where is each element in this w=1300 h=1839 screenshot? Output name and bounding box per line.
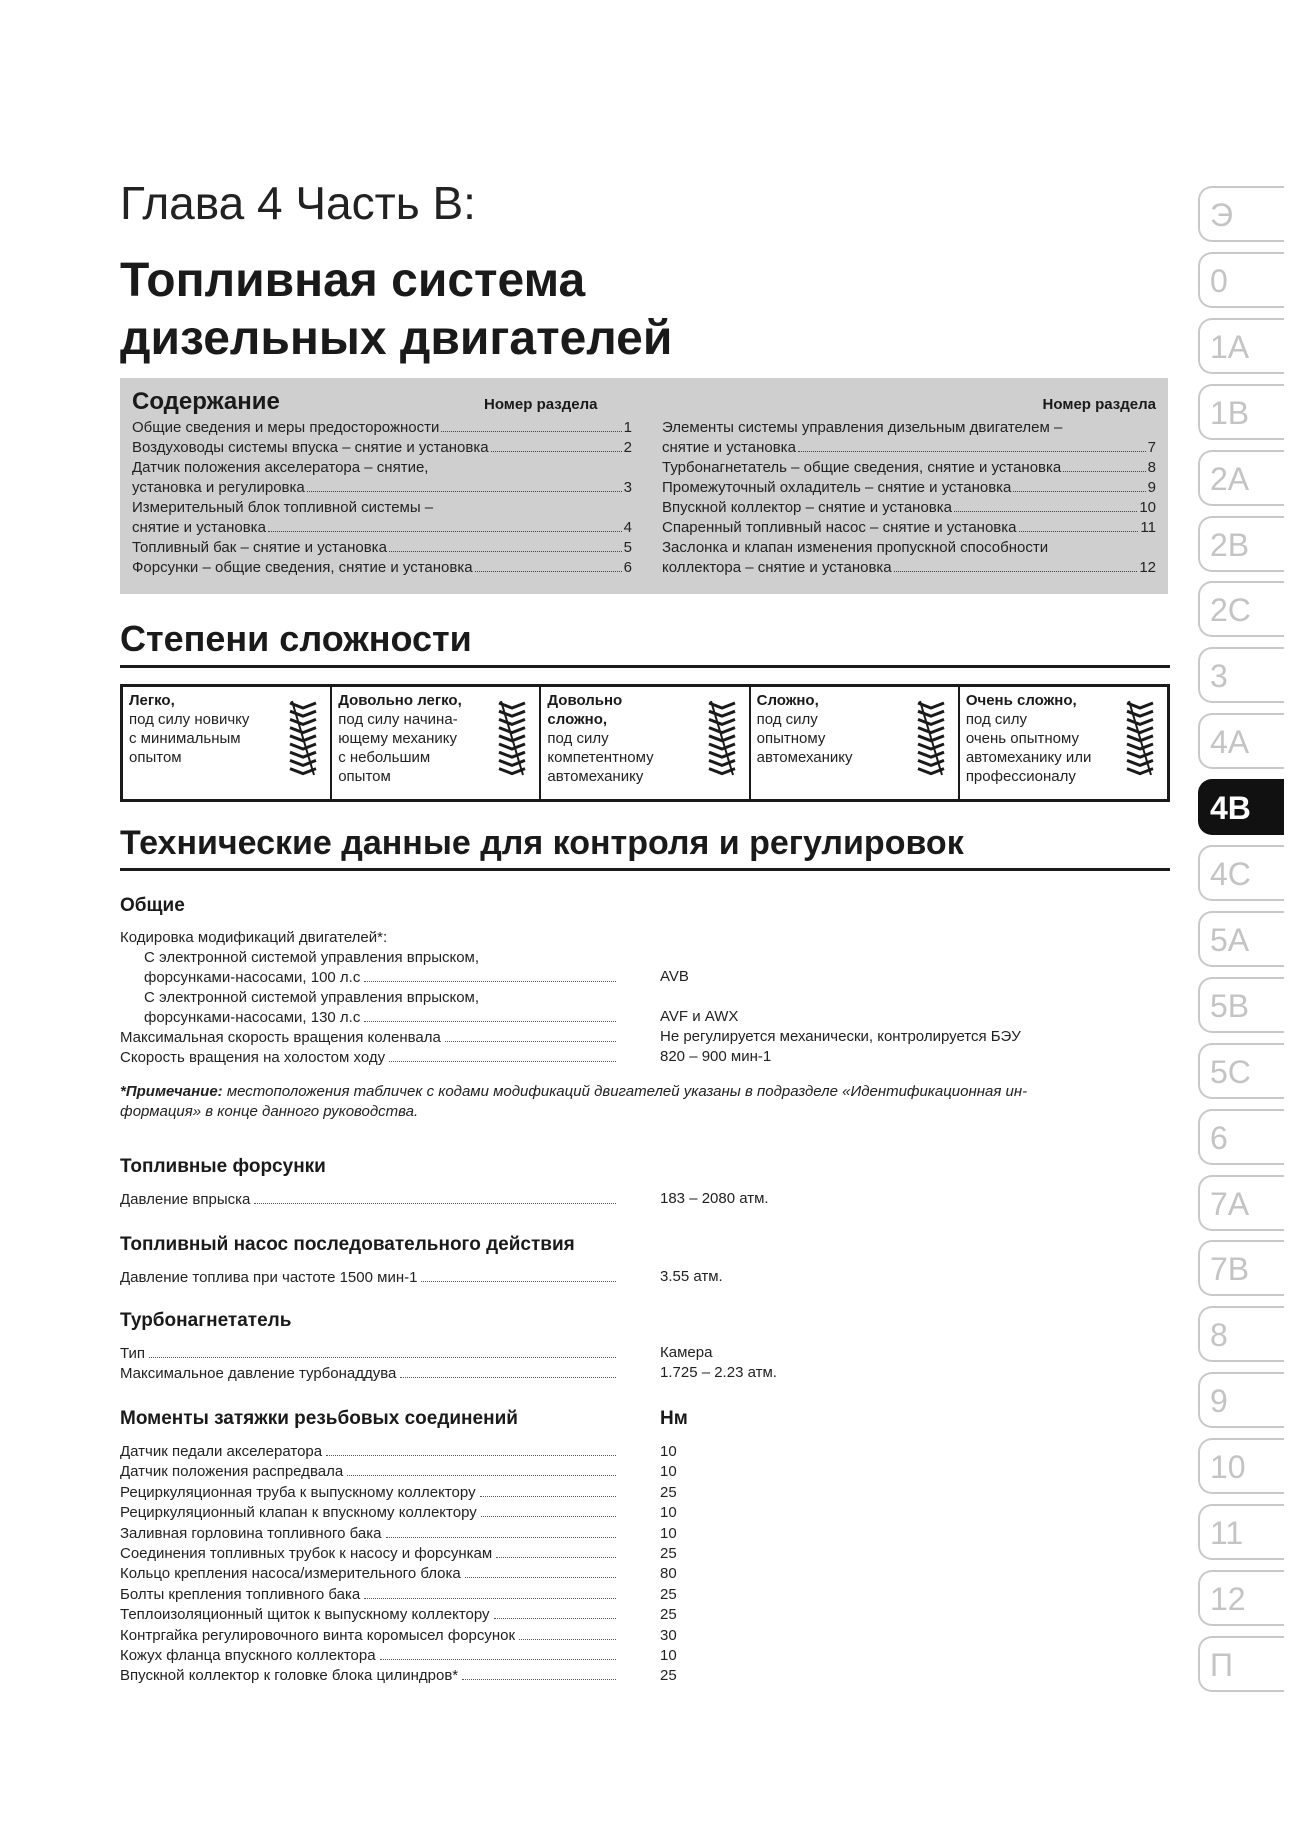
dot-leader <box>894 558 1138 572</box>
difficulty-label: Сложно, <box>756 692 819 709</box>
difficulty-description: профессионалу <box>965 768 1076 785</box>
injection-pressure-value: 183 – 2080 атм. <box>660 1190 769 1207</box>
torque-row-value: 10 <box>660 1647 677 1664</box>
contents-item-text: Форсунки – общие сведения, снятие и установка <box>132 559 473 576</box>
difficulty-description: под силу начина- <box>338 711 458 728</box>
dot-leader <box>954 498 1137 512</box>
chapter-tab-8[interactable]: 8 <box>1198 1306 1284 1362</box>
difficulty-scale <box>120 684 1170 802</box>
chapter-tab-э[interactable]: Э <box>1198 186 1284 242</box>
contents-item <box>132 498 632 518</box>
injection-pressure-row: Давление впрыска <box>120 1190 620 1210</box>
difficulty-description: под силу <box>547 730 609 747</box>
dot-leader <box>798 438 1146 452</box>
contents-column-head-left: Номер раздела <box>484 396 598 413</box>
torque-row-value: 25 <box>660 1606 677 1624</box>
contents-item <box>132 558 632 578</box>
contents-left-column <box>132 418 632 578</box>
contents-item <box>662 458 1156 478</box>
torque-row-value: 25 <box>660 1483 677 1501</box>
contents-item <box>132 538 632 558</box>
difficulty-level-3 <box>539 687 748 799</box>
contents-item <box>132 418 632 438</box>
dot-leader <box>307 478 622 492</box>
contents-item-number: 3 <box>623 479 632 496</box>
chapter-tab-2b[interactable]: 2B <box>1198 516 1284 572</box>
contents-item <box>662 438 1156 458</box>
contents-item <box>132 458 632 478</box>
contents-item <box>662 558 1156 578</box>
torque-row-label: Датчик положения распредвала <box>120 1463 344 1481</box>
specs-title: Технические данные для контроля и регулировок <box>120 824 964 862</box>
chapter-tab-5a[interactable]: 5A <box>1198 911 1284 967</box>
torque-row-value: 80 <box>660 1565 677 1583</box>
general-row-1-value: AVB <box>660 968 689 985</box>
contents-heading: Содержание <box>132 388 280 415</box>
chapter-tab-4c[interactable]: 4C <box>1198 845 1284 901</box>
difficulty-description: автомеханику или <box>965 749 1092 766</box>
chapter-tab-10[interactable]: 10 <box>1198 1438 1284 1494</box>
contents-item <box>662 478 1156 498</box>
contents-item-text: снятие и установка <box>132 519 266 536</box>
idle-speed-row: Скорость вращения на холостом ходу <box>120 1048 620 1068</box>
contents-item <box>662 538 1156 558</box>
difficulty-description: компетентному <box>547 749 654 766</box>
contents-item-text: установка и регулировка <box>132 479 305 496</box>
difficulty-description: под силу <box>756 711 818 728</box>
chapter-tab-5c[interactable]: 5C <box>1198 1043 1284 1099</box>
chapter-tab-2c[interactable]: 2C <box>1198 581 1284 637</box>
contents-item-text: Общие сведения и меры предосторожности <box>132 419 440 436</box>
torque-row-value: 10 <box>660 1524 677 1542</box>
torque-row-label: Датчик педали акселератора <box>120 1443 323 1460</box>
contents-item-number: 8 <box>1147 459 1156 476</box>
torque-row-value: 25 <box>660 1545 677 1562</box>
difficulty-description: автомеханику <box>547 768 644 785</box>
footnote <box>120 1082 1170 1122</box>
torque-row-value: 10 <box>660 1443 677 1460</box>
dot-leader <box>1019 518 1139 532</box>
idle-speed-value: 820 – 900 мин-1 <box>660 1048 772 1065</box>
specs-rule <box>120 868 1170 871</box>
torque-row-label: Соединения топливных трубок к насосу и форсункам <box>120 1545 493 1562</box>
contents-item-text: Заслонка и клапан изменения пропускной способности <box>662 539 1049 556</box>
contents-box <box>120 378 1168 594</box>
contents-item-number: 11 <box>1140 519 1156 536</box>
max-speed-row: Максимальная скорость вращения коленвала <box>120 1028 620 1048</box>
turbo-type-row: Тип <box>120 1344 620 1364</box>
torque-heading: Моменты затяжки резьбовых соединений <box>120 1408 518 1429</box>
contents-item-text: снятие и установка <box>662 439 796 456</box>
chapter-tab-6[interactable]: 6 <box>1198 1109 1284 1165</box>
max-speed-value: Не регулируется механически, контролируется БЭУ <box>660 1028 1021 1045</box>
turbo-boost-row: Максимальное давление турбонаддува <box>120 1364 620 1384</box>
chapter-tab-7a[interactable]: 7A <box>1198 1175 1284 1231</box>
contents-item-number: 12 <box>1139 559 1156 576</box>
fuel-pressure-row: Давление топлива при частоте 1500 мин-1 <box>120 1268 620 1288</box>
torque-row-value: 25 <box>660 1667 677 1685</box>
wrench-1-icon <box>286 697 320 779</box>
chapter-tab-7b[interactable]: 7B <box>1198 1240 1284 1296</box>
chapter-tab-12[interactable]: 12 <box>1198 1570 1284 1626</box>
chapter-heading: Глава 4 Часть В: <box>120 177 476 229</box>
difficulty-description: ющему механику <box>338 730 458 747</box>
difficulty-label: Довольно <box>547 692 623 709</box>
contents-item-text: Датчик положения акселератора – снятие, <box>132 459 429 476</box>
contents-item <box>132 478 632 498</box>
chapter-tab-1b[interactable]: 1B <box>1198 384 1284 440</box>
difficulty-label: Очень сложно, <box>965 692 1077 709</box>
dot-leader <box>1063 458 1145 472</box>
contents-item <box>662 498 1156 518</box>
difficulty-description: опытному <box>756 730 826 747</box>
footnote-line2: формация» в конце данного руководства. <box>120 1103 419 1120</box>
turbo-type-value: Камера <box>660 1344 713 1361</box>
general-row-2-value: AVF и AWX <box>660 1008 739 1025</box>
dot-leader <box>441 418 621 432</box>
chapter-tab-9[interactable]: 9 <box>1198 1372 1284 1428</box>
contents-column-head-right: Номер раздела <box>1042 396 1156 413</box>
difficulty-description: автомеханику <box>756 749 853 766</box>
page-title-line2: дизельных двигателей <box>120 312 673 365</box>
torque-row-label: Кожух фланца впускного коллектора <box>120 1647 376 1664</box>
torque-row-label: Кольцо крепления насоса/измерительного блока <box>120 1565 461 1583</box>
general-row-2-line1: С электронной системой управления впрыском, <box>144 989 480 1006</box>
wrench-5-icon <box>1123 697 1157 779</box>
contents-item-text: Промежуточный охладитель – снятие и установка <box>662 479 1012 496</box>
page-title-line1: Топливная система <box>120 254 586 307</box>
engine-code-label: Кодировка модификаций двигателей*: <box>120 929 388 946</box>
difficulty-description: опытом <box>338 768 391 785</box>
difficulty-label: Легко, <box>129 692 175 709</box>
dot-leader <box>1013 478 1145 492</box>
contents-item-number: 9 <box>1147 479 1156 496</box>
footnote-bold: *Примечание: <box>120 1083 223 1100</box>
contents-item <box>132 518 632 538</box>
dot-leader <box>475 558 622 572</box>
contents-item-text: Топливный бак – снятие и установка <box>132 539 387 556</box>
chapter-tab-3[interactable]: 3 <box>1198 647 1284 703</box>
contents-item-number: 10 <box>1139 499 1156 516</box>
fuel-pressure-value: 3.55 атм. <box>660 1268 723 1285</box>
page-title <box>120 252 672 368</box>
difficulty-description: под силу новичку <box>129 711 250 728</box>
contents-item-number: 2 <box>623 439 632 456</box>
contents-item-number: 6 <box>623 559 632 576</box>
torque-row-value: 25 <box>660 1585 677 1603</box>
general-row-1-line1: С электронной системой управления впрыском, <box>144 949 480 966</box>
contents-item-text: Спаренный топливный насос – снятие и установка <box>662 519 1017 536</box>
contents-item-number: 7 <box>1147 439 1156 456</box>
contents-item-number: 5 <box>623 539 632 556</box>
difficulty-description: с минимальным <box>129 730 241 747</box>
torque-unit: Нм <box>660 1408 688 1429</box>
dot-leader <box>268 518 622 532</box>
torque-row-value: 30 <box>660 1626 677 1644</box>
difficulty-description: опытом <box>129 749 182 766</box>
torque-row-label: Заливная горловина топливного бака <box>120 1524 382 1542</box>
torque-row-value: 10 <box>660 1463 677 1481</box>
contents-item <box>662 518 1156 538</box>
contents-item-number: 1 <box>623 419 632 436</box>
difficulty-level-4 <box>749 687 958 799</box>
difficulty-level-1 <box>123 687 330 799</box>
chapter-tab-4b[interactable]: 4B <box>1198 779 1284 835</box>
chapter-tab-п[interactable]: П <box>1198 1636 1284 1692</box>
difficulty-description: с небольшим <box>338 749 431 766</box>
contents-right-column <box>662 418 1156 578</box>
dot-leader <box>389 538 622 552</box>
chapter-tab-0[interactable]: 0 <box>1198 252 1284 308</box>
footnote-line1: местоположения табличек с кодами модификаций двигателей указаны в подразделе «Идентификационная ин- <box>222 1083 1028 1100</box>
pump-heading: Топливный насос последовательного действия <box>120 1234 575 1255</box>
contents-item <box>132 438 632 458</box>
torque-row-value: 10 <box>660 1504 677 1522</box>
contents-item-text: Турбонагнетатель – общие сведения, снятие и установка <box>662 459 1062 476</box>
general-heading: Общие <box>120 895 185 916</box>
chapter-tab-2a[interactable]: 2A <box>1198 450 1284 506</box>
contents-item <box>662 418 1156 438</box>
chapter-tab-11[interactable]: 11 <box>1198 1504 1284 1560</box>
difficulty-level-2 <box>330 687 539 799</box>
wrench-3-icon <box>705 697 739 779</box>
contents-item-text: коллектора – снятие и установка <box>662 559 892 576</box>
contents-item-text: Впускной коллектор – снятие и установка <box>662 499 952 516</box>
torque-row-label: Рециркуляционный клапан к впускному коллектору <box>120 1504 477 1522</box>
torque-row-label: Теплоизоляционный щиток к выпускному коллектору <box>120 1606 490 1624</box>
wrench-4-icon <box>914 697 948 779</box>
chapter-tab-5b[interactable]: 5B <box>1198 977 1284 1033</box>
injectors-heading: Топливные форсунки <box>120 1156 326 1177</box>
difficulty-description: очень опытному <box>965 730 1079 747</box>
torque-row-label: Рециркуляционная труба к выпускному коллектору <box>120 1483 476 1501</box>
torque-row-label: Болты крепления топливного бака <box>120 1585 361 1603</box>
dot-leader <box>491 438 622 452</box>
difficulty-level-5 <box>958 687 1167 799</box>
chapter-tab-4a[interactable]: 4A <box>1198 713 1284 769</box>
difficulty-title: Степени сложности <box>120 618 472 659</box>
contents-item-text: Воздуховоды системы впуска – снятие и установка <box>132 439 489 456</box>
contents-item-text: Элементы системы управления дизельным двигателем – <box>662 419 1063 436</box>
chapter-tab-1a[interactable]: 1A <box>1198 318 1284 374</box>
general-row-1-line2: форсунками-насосами, 100 л.с <box>144 968 620 988</box>
torque-row-label: Впускной коллектор к головке блока цилиндров* <box>120 1667 459 1685</box>
difficulty-description: под силу <box>965 711 1027 728</box>
difficulty-label: сложно, <box>547 711 608 728</box>
torque-row-label: Контргайка регулировочного винта коромысел форсунок <box>120 1626 516 1644</box>
turbo-heading: Турбонагнетатель <box>120 1310 292 1331</box>
general-row-2-line2: форсунками-насосами, 130 л.с <box>144 1008 620 1028</box>
contents-item-text: Измерительный блок топливной системы – <box>132 499 434 516</box>
contents-item-number: 4 <box>623 519 632 536</box>
difficulty-rule <box>120 665 1170 668</box>
turbo-boost-value: 1.725 – 2.23 атм. <box>660 1364 777 1381</box>
difficulty-label: Довольно легко, <box>338 692 462 709</box>
wrench-2-icon <box>495 697 529 779</box>
